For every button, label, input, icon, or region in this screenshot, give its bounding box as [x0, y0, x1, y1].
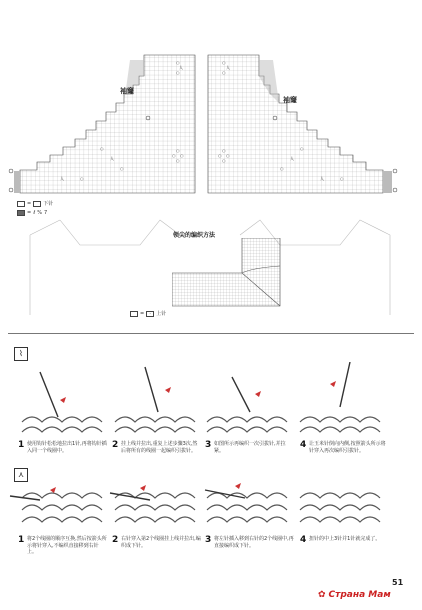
blank-symbol-icon: [130, 311, 138, 317]
watermark: ✿ Страна Мам: [318, 590, 391, 600]
svg-text:○: ○: [80, 176, 84, 181]
svg-text:○: ○: [222, 148, 226, 153]
svg-text:人: 人: [320, 176, 324, 181]
section1-step-4: 4 让玉米针倒向内侧,按照箭头所示将针穿入再次编织引拔针。: [300, 440, 386, 454]
flower-logo-icon: ✿: [318, 590, 326, 600]
svg-text:人: 人: [290, 156, 294, 161]
svg-text:○: ○: [226, 153, 230, 158]
svg-text:人: 人: [179, 65, 183, 70]
svg-text:○: ○: [176, 158, 180, 163]
loop-symbol-icon: ℓ: [33, 210, 36, 216]
svg-text:○: ○: [180, 153, 184, 158]
collar-chart-title: 领尖的编织方法: [173, 232, 216, 239]
svg-text:○: ○: [300, 146, 304, 151]
section1-step-3: 3 如图所示再编织一次引拔针,并拉紧。: [205, 440, 286, 454]
right-chart-label: 袖窿: [283, 96, 297, 104]
svg-text:○: ○: [280, 166, 284, 171]
svg-text:○: ○: [222, 158, 226, 163]
svg-text:○: ○: [340, 176, 344, 181]
svg-text:人: 人: [226, 65, 230, 70]
section2-step-1: 1 将2个线圈的顺序互换,然后按箭头所示将针穿入,不编织直接移到右针上。: [18, 535, 107, 555]
svg-text:○: ○: [172, 153, 176, 158]
svg-text:人: 人: [110, 156, 114, 161]
collar-chart: [172, 238, 284, 308]
svg-text:○: ○: [176, 70, 180, 75]
legend-symbol-7: = ℓ % 7: [17, 210, 47, 216]
section-divider: [8, 333, 414, 334]
svg-text:○: ○: [218, 153, 222, 158]
svg-text:○: ○: [222, 70, 226, 75]
svg-text:人: 人: [60, 176, 64, 181]
illustrations-row-1: [0, 362, 422, 442]
svg-text:○: ○: [176, 60, 180, 65]
svg-text:○: ○: [222, 60, 226, 65]
left-sleeve-chart: [20, 55, 195, 193]
section2-step-4: 4 扭针的中上3针并1针就完成了。: [300, 535, 381, 545]
svg-text:○: ○: [176, 148, 180, 153]
legend-knit-down: = 下针: [17, 200, 53, 207]
section2-step-2: 2 右针穿入第2个线圈挂上线并拉出,编织成下针。: [112, 535, 201, 549]
legend-knit-up: = - 上针: [130, 310, 166, 317]
left-chart-label: 袖窿: [120, 87, 134, 95]
corn-stitch-symbol-icon: ⌇: [14, 347, 28, 361]
twisted-decrease-symbol-icon: ⋏: [14, 468, 28, 482]
page-number: 51: [392, 578, 404, 587]
section1-step-2: 2 挂上线并拉出,重复上述步骤3次,然后将所有的线圈一起编织引拔针。: [112, 440, 198, 454]
dash-symbol-icon: -: [146, 311, 154, 317]
chart-area: [0, 0, 422, 200]
section2-step-3: 3 将左针插入移到右针的2个线圈中,再直接编织成下针。: [205, 535, 294, 549]
right-sleeve-chart: [208, 55, 383, 193]
section1-step-1: 1 使用钩针松松地拉出1针,再将钩针插入同一个线圈中。: [18, 440, 107, 454]
svg-text:○: ○: [100, 146, 104, 151]
svg-text:○: ○: [120, 166, 124, 171]
illustrations-row-2: [0, 478, 422, 533]
